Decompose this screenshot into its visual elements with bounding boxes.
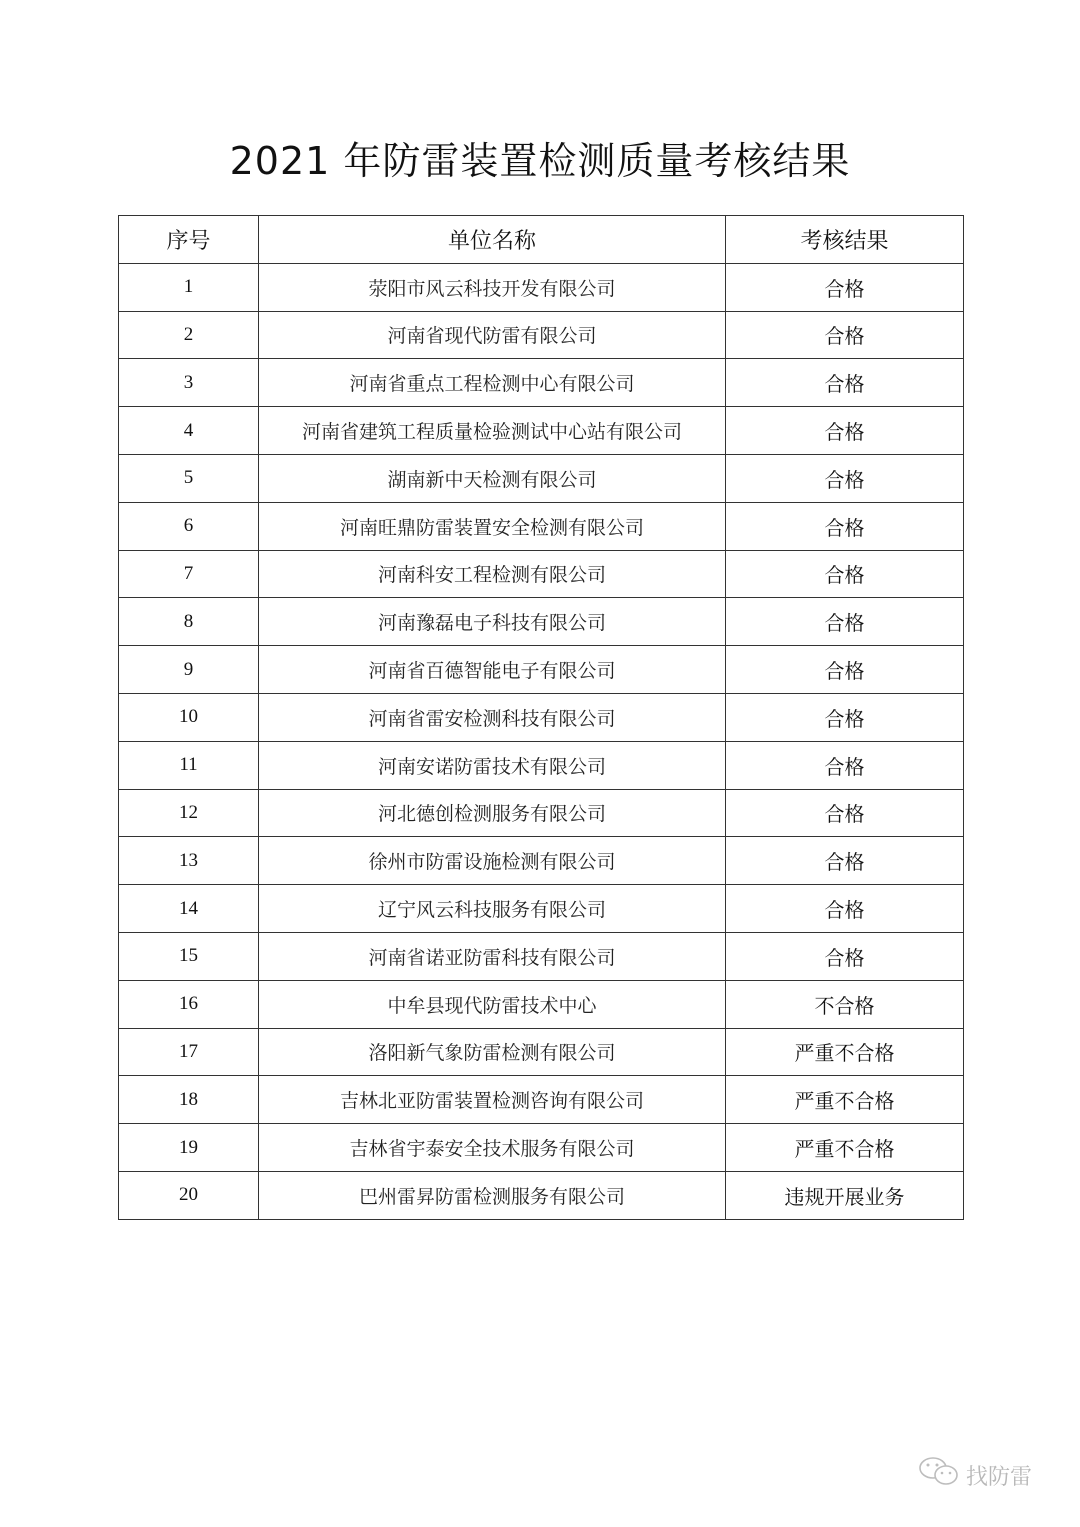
row-seq: 11 [119, 741, 259, 789]
table-row [119, 311, 964, 359]
table-row [119, 789, 964, 837]
row-result: 合格 [726, 454, 964, 502]
table-row [119, 263, 964, 311]
row-unit-name: 巴州雷昇防雷检测服务有限公司 [259, 1171, 726, 1219]
row-result: 合格 [726, 311, 964, 359]
row-seq: 4 [119, 407, 259, 455]
watermark [918, 1455, 1032, 1495]
wechat-icon [918, 1455, 962, 1495]
row-seq: 16 [119, 980, 259, 1028]
header-result: 考核结果 [726, 216, 964, 264]
watermark-text: 找防雷 [966, 1464, 1033, 1490]
table-row [119, 454, 964, 502]
row-seq: 1 [119, 263, 259, 311]
row-unit-name: 洛阳新气象防雷检测有限公司 [259, 1028, 726, 1076]
table-row [119, 932, 964, 980]
row-unit-name: 河南旺鼎防雷装置安全检测有限公司 [259, 502, 726, 550]
table-row [119, 598, 964, 646]
row-seq: 7 [119, 550, 259, 598]
row-result: 合格 [726, 502, 964, 550]
row-result: 严重不合格 [726, 1028, 964, 1076]
table-row [119, 1171, 964, 1219]
row-result: 合格 [726, 359, 964, 407]
row-result: 合格 [726, 407, 964, 455]
row-result: 合格 [726, 693, 964, 741]
row-unit-name: 辽宁风云科技服务有限公司 [259, 885, 726, 933]
row-seq: 9 [119, 646, 259, 694]
row-unit-name: 河南省百德智能电子有限公司 [259, 646, 726, 694]
row-unit-name: 河南安诺防雷技术有限公司 [259, 741, 726, 789]
row-unit-name: 河南省重点工程检测中心有限公司 [259, 359, 726, 407]
row-seq: 2 [119, 311, 259, 359]
row-unit-name: 河南科安工程检测有限公司 [259, 550, 726, 598]
table-row [119, 693, 964, 741]
row-result: 合格 [726, 741, 964, 789]
document-title: 2021 年防雷装置检测质量考核结果 [229, 139, 851, 183]
row-result: 合格 [726, 789, 964, 837]
row-seq: 20 [119, 1171, 259, 1219]
row-result: 合格 [726, 885, 964, 933]
row-result: 不合格 [726, 980, 964, 1028]
row-seq: 15 [119, 932, 259, 980]
row-seq: 13 [119, 837, 259, 885]
row-unit-name: 吉林北亚防雷装置检测咨询有限公司 [259, 1076, 726, 1124]
row-result: 合格 [726, 598, 964, 646]
row-unit-name: 中牟县现代防雷技术中心 [259, 980, 726, 1028]
table-row [119, 1076, 964, 1124]
table-header-row [119, 216, 964, 264]
table-row [119, 502, 964, 550]
row-result: 合格 [726, 837, 964, 885]
row-result: 违规开展业务 [726, 1171, 964, 1219]
row-unit-name: 河南省现代防雷有限公司 [259, 311, 726, 359]
row-result: 合格 [726, 263, 964, 311]
header-unit-name: 单位名称 [259, 216, 726, 264]
row-seq: 3 [119, 359, 259, 407]
row-seq: 19 [119, 1124, 259, 1172]
row-result: 合格 [726, 646, 964, 694]
row-seq: 5 [119, 454, 259, 502]
table-row [119, 1124, 964, 1172]
row-unit-name: 河南省雷安检测科技有限公司 [259, 693, 726, 741]
table-row [119, 550, 964, 598]
row-seq: 18 [119, 1076, 259, 1124]
row-seq: 6 [119, 502, 259, 550]
row-unit-name: 徐州市防雷设施检测有限公司 [259, 837, 726, 885]
row-seq: 8 [119, 598, 259, 646]
row-unit-name: 河北德创检测服务有限公司 [259, 789, 726, 837]
row-result: 严重不合格 [726, 1124, 964, 1172]
results-table [118, 215, 964, 1220]
row-unit-name: 河南豫磊电子科技有限公司 [259, 598, 726, 646]
header-seq: 序号 [119, 216, 259, 264]
row-unit-name: 河南省建筑工程质量检验测试中心站有限公司 [259, 407, 726, 455]
row-result: 合格 [726, 550, 964, 598]
row-unit-name: 河南省诺亚防雷科技有限公司 [259, 932, 726, 980]
table-row [119, 359, 964, 407]
row-seq: 17 [119, 1028, 259, 1076]
row-seq: 10 [119, 693, 259, 741]
row-seq: 12 [119, 789, 259, 837]
table-row [119, 646, 964, 694]
table-row [119, 980, 964, 1028]
row-unit-name: 湖南新中天检测有限公司 [259, 454, 726, 502]
table-row [119, 407, 964, 455]
row-result: 严重不合格 [726, 1076, 964, 1124]
row-unit-name: 吉林省宇泰安全技术服务有限公司 [259, 1124, 726, 1172]
table-row [119, 1028, 964, 1076]
table-row [119, 837, 964, 885]
table-row [119, 885, 964, 933]
row-seq: 14 [119, 885, 259, 933]
row-unit-name: 荥阳市风云科技开发有限公司 [259, 263, 726, 311]
table-row [119, 741, 964, 789]
row-result: 合格 [726, 932, 964, 980]
